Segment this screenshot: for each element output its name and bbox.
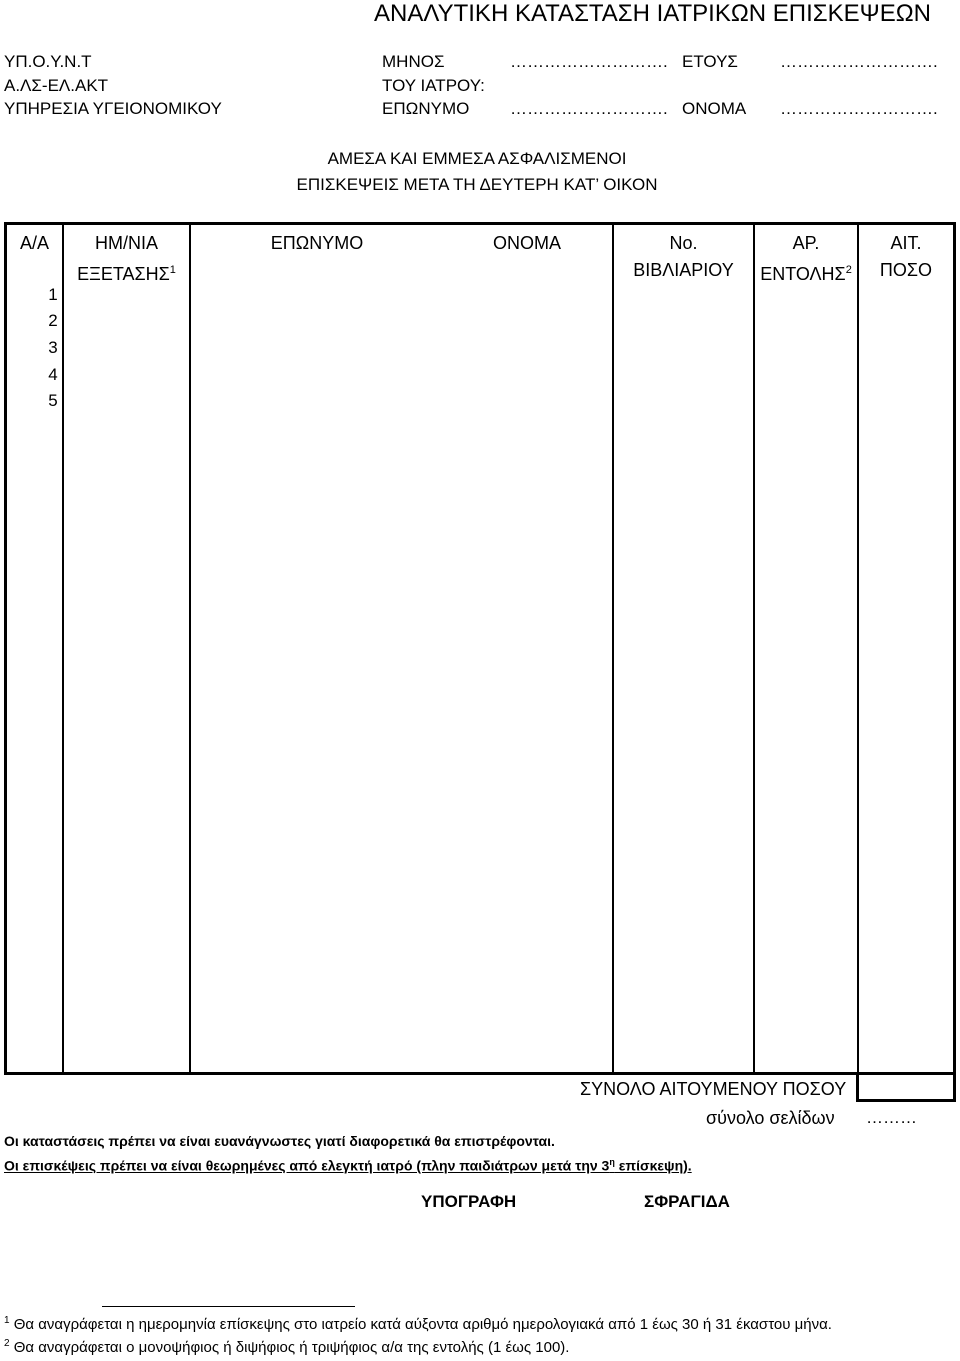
signature-label: ΥΠΟΓΡΑΦΗ	[421, 1192, 517, 1211]
row-number: 1	[48, 285, 58, 304]
header-amount	[859, 230, 953, 284]
footnote-2: $^2$ Θα αναγράφεται ο μονοψήφιος ή διψήφιος ή τριψήφιος α/α της εντολής (1 έως 100).	[4, 1338, 570, 1356]
header-order-line2: ΕΝΤΟΛΗΣ$^2$	[760, 264, 852, 284]
header-name-text: ΟΝΟΜΑ	[492, 233, 561, 253]
pages-count-field[interactable]: ………	[866, 1108, 917, 1127]
year-field[interactable]: ……………………….	[780, 52, 938, 71]
organization-label: Α.ΛΣ-ΕΛ.ΑΚΤ	[4, 76, 109, 95]
total-amount-label: ΣΥΝΟΛΟ ΑΙΤΟΥΜΕΝΟΥ ΠΟΣΟΥ	[580, 1079, 847, 1099]
note-legibility: Οι καταστάσεις πρέπει να είναι ευανάγνωστες γιατί διαφορετικά θα επιστρέφονται.	[4, 1133, 555, 1149]
column-divider	[189, 225, 191, 1072]
page-title: ΑΝΑΛΥΤΙΚΗ ΚΑΤΑΣΤΑΣΗ ΙΑΤΡΙΚΩΝ ΕΠΙΣΚΕΨΕΩΝ	[374, 0, 931, 27]
doctor-surname-label: ΕΠΩΝΥΜΟ	[382, 99, 470, 118]
header-booklet-line2: ΒΙΒΛΙΑΡΙΟΥ	[633, 260, 734, 280]
header-date-line1: ΗΜ/ΝΙΑ	[95, 233, 158, 253]
subtitle-insured: ΑΜΕΣΑ ΚΑΙ ΕΜΜΕΣΑ ΑΣΦΑΛΙΣΜΕΝΟΙ	[327, 149, 627, 168]
header-booklet-line1: Νο.	[669, 233, 698, 253]
stamp-label: ΣΦΡΑΓΙΔΑ	[644, 1192, 730, 1211]
row-number: 5	[48, 391, 58, 410]
month-field[interactable]: ……………………….	[510, 52, 668, 71]
header-aa	[7, 230, 62, 257]
month-label: ΜΗΝΟΣ	[382, 52, 445, 71]
pages-count-label: σύνολο σελίδων	[706, 1108, 835, 1128]
header-booklet	[614, 230, 753, 284]
service-label: ΥΠΗΡΕΣΙΑ ΥΓΕΙΟΝΟΜΙΚΟΥ	[4, 99, 222, 118]
doctor-surname-field[interactable]: ……………………….	[510, 99, 668, 118]
header-amount-line1: ΑΙΤ.	[890, 233, 922, 253]
visits-table	[4, 222, 956, 1075]
footnote-separator	[102, 1306, 355, 1307]
column-divider	[857, 225, 859, 1072]
ministry-label: ΥΠ.Ο.Υ.Ν.Τ	[4, 52, 92, 71]
header-order-line1: ΑΡ.	[792, 233, 820, 253]
row-number: 2	[48, 311, 58, 330]
year-label: ΕΤΟΥΣ	[682, 52, 738, 71]
header-name	[477, 230, 577, 257]
doctor-name-field[interactable]: ……………………….	[780, 99, 938, 118]
header-date	[64, 230, 189, 288]
row-number: 4	[48, 365, 58, 384]
doctor-label: ΤΟΥ ΙΑΤΡΟΥ:	[382, 76, 485, 95]
note-verification: Οι επισκέψεις πρέπει να είναι θεωρημένες από ελεγκτή ιατρό (πλην παιδιάτρων μετά την $3^\eta$ επίσκεψη).	[4, 1157, 692, 1174]
header-surname	[257, 230, 377, 257]
doctor-name-label: ΟΝΟΜΑ	[682, 99, 747, 118]
header-amount-line2: ΠΟΣΟ	[879, 260, 933, 280]
header-order	[755, 230, 857, 288]
column-divider	[753, 225, 755, 1072]
column-divider	[612, 225, 614, 1072]
header-date-line2: ΕΞΕΤΑΣΗΣ$^1$	[77, 264, 176, 284]
header-surname-text: ΕΠΩΝΥΜΟ	[270, 233, 364, 253]
total-amount-field[interactable]	[856, 1075, 956, 1102]
header-aa-text: Α/Α	[19, 233, 49, 253]
footnote-1: $^1$ Θα αναγράφεται η ημερομηνία επίσκεψης στο ιατρείο κατά αύξοντα αριθμό ημερολογιακά από 1 έως 30 ή 31 έκαστου μήνα.	[4, 1315, 832, 1333]
row-number: 3	[48, 338, 58, 357]
subtitle-visits: ΕΠΙΣΚΕΨΕΙΣ ΜΕΤΑ ΤΗ ΔΕΥΤΕΡΗ ΚΑΤ’ ΟΙΚΟΝ	[296, 175, 658, 194]
